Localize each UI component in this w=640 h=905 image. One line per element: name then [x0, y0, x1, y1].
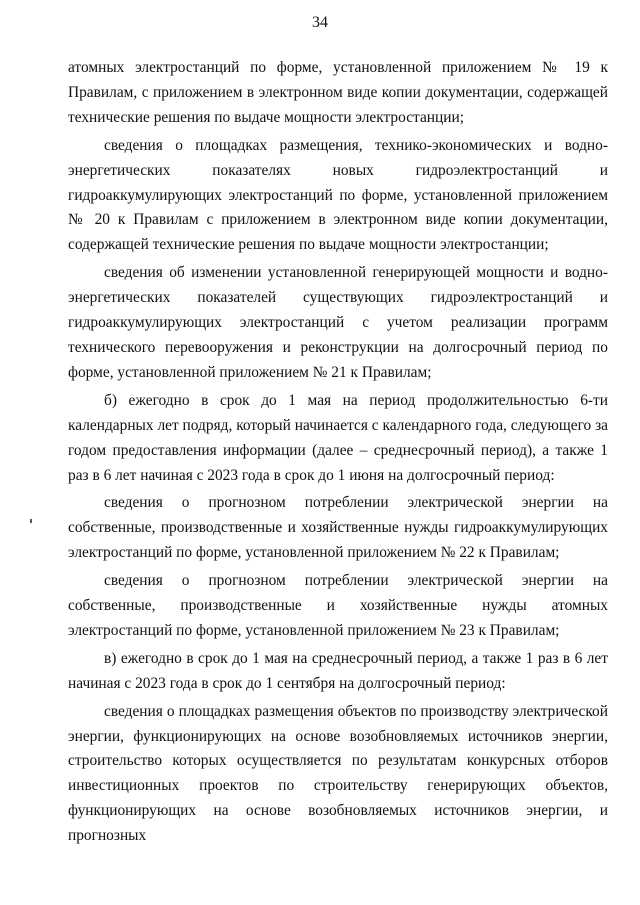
page-number: 34 [312, 14, 328, 31]
paragraph: сведения о площадках размещения, технико-экономических и водно-энергетических показателях новых гидроэлектростанций и гидроаккумулирующих электростанций по форме, установленной приложением № 20 к Правилам с приложением в электронном виде копии документации, содержащей технические решения по выдаче мощности электростанции; [68, 136, 608, 254]
paragraph: б) ежегодно в срок до 1 мая на период продолжительностью 6-ти календарных лет подряд, который начинается с календарного года, следующего за годом предоставления информации (далее – среднесрочный период), а также 1 раз в 6 лет начиная с 2023 года в срок до 1 июня на долгосрочный период: [68, 391, 608, 484]
paragraph: в) ежегодно в срок до 1 мая на среднесрочный период, а также 1 раз в 6 лет начиная с 2023 года в срок до 1 сентября на долгосрочный период: [68, 649, 608, 692]
paragraph: сведения об изменении установленной генерирующей мощности и водно-энергетических показателей существующих гидроэлектростанций и гидроаккумулирующих электростанций с учетом реализации программ технического перевооружения и реконструкции на долгосрочный период по форме, установленной приложением № 21 к Правилам; [68, 264, 608, 381]
paragraph: атомных электростанций по форме, установленной приложением № 19 к Правилам, с приложением в электронном виде копии документации, содержащей технические решения по выдаче мощности электростанции; [68, 59, 608, 126]
paragraph: сведения о прогнозном потреблении электрической энергии на собственные, производственные и хозяйственные нужды гидроаккумулирующих электростанций по форме, установленной приложением № 22 к Правилам; [68, 494, 608, 562]
scan-artifact [30, 519, 32, 523]
paragraph: сведения о прогнозном потреблении электрической энергии на собственные, производственные и хозяйственные нужды атомных электростанций по форме, установленной приложением № 23 к Правилам; [68, 572, 608, 639]
paragraph: сведения о площадках размещения объектов по производству электрической энергии, функционирующих на основе возобновляемых источников энергии, строительство которых осуществляется по результатам конкурсных отборов инвестиционных проектов по строительству генерирующих объектов, функционирующих на основе возобновляемых источников энергии, и прогнозных [68, 702, 608, 845]
document-body [68, 56, 608, 852]
